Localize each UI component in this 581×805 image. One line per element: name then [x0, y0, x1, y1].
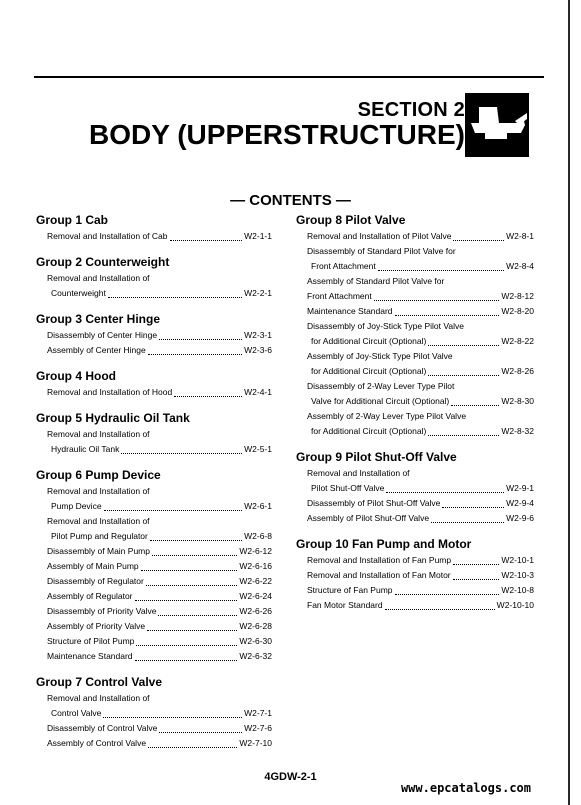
section-label: SECTION 2	[357, 99, 465, 121]
toc-entry-label: Fan Motor Standard	[307, 600, 383, 610]
toc-entry-label: Pilot Pump and Regulator	[51, 531, 148, 541]
toc-entry-label: Front Attachment	[311, 261, 376, 271]
toc-entry-page: W2-10-8	[501, 585, 534, 595]
toc-entry	[36, 514, 272, 529]
toc-entry-page: W2-4-1	[244, 387, 272, 397]
toc-entry	[296, 244, 534, 259]
toc-entry-label: Assembly of Control Valve	[47, 738, 147, 748]
dot-leader	[395, 594, 500, 595]
section-title: BODY (UPPERSTRUCTURE)	[89, 119, 465, 150]
toc-entry[interactable]	[296, 481, 534, 496]
toc-entry[interactable]	[296, 259, 534, 274]
toc-entry[interactable]	[36, 343, 272, 358]
toc-entry-label: Removal and Installation of Fan Motor	[307, 570, 451, 580]
toc-entry	[36, 691, 272, 706]
toc-entry	[36, 271, 272, 286]
dot-leader	[135, 660, 238, 661]
toc-entry-label: Removal and Installation of Fan Pump	[307, 555, 452, 565]
toc-group-title: Group 1 Cab	[36, 213, 109, 227]
toc-entry[interactable]	[296, 496, 534, 511]
toc-entry-label: Valve for Additional Circuit (Optional)	[311, 396, 450, 406]
toc-group-title: Group 4 Hood	[36, 369, 116, 383]
toc-entry-label: Assembly of Main Pump	[47, 561, 139, 571]
toc-entry-label: Maintenance Standard	[307, 306, 393, 316]
toc-entry-page: W2-8-22	[501, 336, 534, 346]
toc-group	[36, 410, 272, 457]
dot-leader	[385, 609, 495, 610]
dot-leader	[121, 453, 242, 454]
toc-entry-label: Hydraulic Oil Tank	[51, 444, 120, 454]
toc-entry[interactable]	[36, 649, 272, 664]
toc-entry-label: Removal and Installation of	[47, 693, 150, 703]
toc-entry-page: W2-5-1	[244, 444, 272, 454]
toc-entry-label: Disassembly of 2-Way Lever Type Pilot	[307, 381, 455, 391]
toc-entry-label: Disassembly of Main Pump	[47, 546, 150, 556]
toc-entry-page: W2-7-1	[244, 708, 272, 718]
toc-entry-label: Control Valve	[51, 708, 102, 718]
dot-leader	[136, 645, 237, 646]
toc-entry-label: Removal and Installation of	[47, 429, 150, 439]
toc-entry-page: W2-8-12	[501, 291, 534, 301]
toc-group-title: Group 5 Hydraulic Oil Tank	[36, 411, 190, 425]
toc-entry[interactable]	[296, 568, 534, 583]
toc-entry[interactable]	[36, 604, 272, 619]
dot-leader	[442, 507, 504, 508]
toc-entry-label: Pump Device	[51, 501, 102, 511]
toc-entry[interactable]	[296, 229, 534, 244]
toc-entry-label: for Additional Circuit (Optional)	[311, 366, 427, 376]
dot-leader	[395, 315, 500, 316]
dot-leader	[148, 354, 242, 355]
dot-leader	[158, 615, 237, 616]
dot-leader	[104, 510, 243, 511]
toc-group	[36, 254, 272, 301]
toc-entry-page: W2-6-16	[239, 561, 272, 571]
excavator-upperstructure-icon	[465, 93, 529, 157]
dot-leader	[170, 240, 243, 241]
toc-left-column	[36, 212, 272, 761]
toc-entry-label: Assembly of Center Hinge	[47, 345, 146, 355]
toc-entry-label: Removal and Installation of	[47, 486, 150, 496]
toc-entry	[296, 379, 534, 394]
dot-leader	[152, 555, 237, 556]
toc-group	[36, 467, 272, 664]
toc-entry-page: W2-8-20	[501, 306, 534, 316]
toc-entry-page: W2-1-1	[244, 231, 272, 241]
dot-leader	[103, 717, 242, 718]
dot-leader	[374, 300, 500, 301]
toc-entry[interactable]	[296, 598, 534, 613]
toc-group	[36, 212, 272, 244]
page-code: 4GDW-2-1	[264, 771, 317, 783]
toc-entry[interactable]	[36, 736, 272, 751]
toc-entry-page: W2-6-8	[244, 531, 272, 541]
page-edge-rule	[568, 0, 570, 805]
toc-entry-page: W2-6-12	[239, 546, 272, 556]
toc-group-title: Group 10 Fan Pump and Motor	[296, 537, 472, 551]
dot-leader	[453, 240, 504, 241]
toc-entry-page: W2-6-32	[239, 651, 272, 661]
dot-leader	[150, 540, 242, 541]
dot-leader	[174, 396, 242, 397]
toc-entry[interactable]	[296, 334, 534, 349]
dot-leader	[428, 435, 499, 436]
toc-group-title: Group 3 Center Hinge	[36, 312, 161, 326]
toc-entry-page: W2-6-30	[239, 636, 272, 646]
dot-leader	[147, 630, 237, 631]
watermark: www.epcatalogs.com	[400, 781, 531, 795]
toc-entry-label: Assembly of Regulator	[47, 591, 133, 601]
toc-entry-label: Structure of Pilot Pump	[47, 636, 135, 646]
toc-entry[interactable]	[36, 619, 272, 634]
toc-entry-page: W2-9-4	[506, 498, 534, 508]
toc-entry-page: W2-6-24	[239, 591, 272, 601]
toc-entry-label: Disassembly of Regulator	[47, 576, 144, 586]
dot-leader	[108, 297, 242, 298]
toc-entry-label: Disassembly of Pilot Shut-Off Valve	[307, 498, 441, 508]
toc-entry[interactable]	[296, 553, 534, 568]
toc-entry-label: Disassembly of Center Hinge	[47, 330, 158, 340]
toc-entry-label: Assembly of Joy-Stick Type Pilot Valve	[307, 351, 453, 361]
toc-entry-page: W2-7-10	[239, 738, 272, 748]
toc-entry-label: Assembly of Standard Pilot Valve for	[307, 276, 445, 286]
toc-entry-label: Disassembly of Joy-Stick Type Pilot Valve	[307, 321, 464, 331]
toc-entry-page: W2-8-4	[506, 261, 534, 271]
contents-heading: — CONTENTS —	[230, 192, 351, 209]
toc-entry[interactable]	[296, 511, 534, 526]
toc-entry-label: Structure of Fan Pump	[307, 585, 393, 595]
toc-group	[36, 311, 272, 358]
dot-leader	[386, 492, 504, 493]
toc-group-title: Group 8 Pilot Valve	[296, 213, 406, 227]
toc-entry[interactable]	[296, 424, 534, 439]
toc-entry[interactable]	[36, 574, 272, 589]
dot-leader	[159, 732, 242, 733]
toc-entry-label: for Additional Circuit (Optional)	[311, 426, 427, 436]
toc-entry-label: for Additional Circuit (Optional)	[311, 336, 427, 346]
toc-entry[interactable]	[36, 544, 272, 559]
toc-group-title: Group 2 Counterweight	[36, 255, 170, 269]
dot-leader	[453, 564, 499, 565]
toc-entry	[36, 427, 272, 442]
dot-leader	[451, 405, 499, 406]
toc-entry-label: Front Attachment	[307, 291, 372, 301]
toc-entry[interactable]	[36, 706, 272, 721]
toc-entry-page: W2-10-10	[496, 600, 534, 610]
toc-entry[interactable]	[36, 589, 272, 604]
toc-entry-label: Pilot Shut-Off Valve	[311, 483, 385, 493]
toc-entry-label: Removal and Installation of Hood	[47, 387, 173, 397]
toc-entry-page: W2-2-1	[244, 288, 272, 298]
toc-entry	[296, 319, 534, 334]
toc-entry-page: W2-6-28	[239, 621, 272, 631]
dot-leader	[378, 270, 504, 271]
toc-entry[interactable]	[296, 289, 534, 304]
toc-entry-page: W2-8-1	[506, 231, 534, 241]
toc-entry-page: W2-8-26	[501, 366, 534, 376]
toc-entry-label: Removal and Installation of	[47, 516, 150, 526]
toc-group-title: Group 9 Pilot Shut-Off Valve	[296, 450, 457, 464]
toc-entry-page: W2-9-1	[506, 483, 534, 493]
toc-entry-label: Removal and Installation of Pilot Valve	[307, 231, 452, 241]
dot-leader	[135, 600, 238, 601]
toc-entry[interactable]	[296, 583, 534, 598]
toc-entry-label: Assembly of 2-Way Lever Type Pilot Valve	[307, 411, 467, 421]
header-rule	[34, 76, 544, 78]
toc-entry[interactable]	[36, 286, 272, 301]
toc-group	[36, 368, 272, 400]
toc-entry[interactable]	[36, 499, 272, 514]
toc-entry[interactable]	[296, 304, 534, 319]
toc-entry-page: W2-10-1	[501, 555, 534, 565]
dot-leader	[159, 339, 242, 340]
toc-entry-label: Assembly of Pilot Shut-Off Valve	[307, 513, 430, 523]
toc-entry[interactable]	[36, 721, 272, 736]
dot-leader	[146, 585, 238, 586]
toc-entry	[296, 466, 534, 481]
toc-group	[296, 536, 534, 613]
toc-entry-label: Disassembly of Standard Pilot Valve for	[307, 246, 456, 256]
toc-entry[interactable]	[36, 385, 272, 400]
toc-entry-page: W2-8-30	[501, 396, 534, 406]
toc-entry-page: W2-10-3	[501, 570, 534, 580]
toc-entry-page: W2-6-1	[244, 501, 272, 511]
toc-entry[interactable]	[36, 442, 272, 457]
toc-entry[interactable]	[36, 529, 272, 544]
toc-entry[interactable]	[296, 364, 534, 379]
dot-leader	[453, 579, 500, 580]
toc-right-column	[296, 212, 534, 623]
toc-group	[296, 212, 534, 439]
dot-leader	[431, 522, 504, 523]
toc-entry-page: W2-3-1	[244, 330, 272, 340]
toc-group	[296, 449, 534, 526]
toc-entry-label: Removal and Installation of	[307, 468, 410, 478]
toc-entry-page: W2-7-6	[244, 723, 272, 733]
toc-entry-label: Removal and Installation of Cab	[47, 231, 168, 241]
toc-entry[interactable]	[36, 229, 272, 244]
toc-entry-page: W2-3-6	[244, 345, 272, 355]
toc-entry-page: W2-6-22	[239, 576, 272, 586]
toc-group-title: Group 6 Pump Device	[36, 468, 161, 482]
toc-entry	[36, 484, 272, 499]
dot-leader	[141, 570, 238, 571]
toc-entry[interactable]	[36, 559, 272, 574]
toc-entry-page: W2-6-26	[239, 606, 272, 616]
dot-leader	[428, 345, 499, 346]
toc-entry-label: Counterweight	[51, 288, 106, 298]
toc-entry[interactable]	[36, 328, 272, 343]
toc-entry[interactable]	[36, 634, 272, 649]
toc-entry	[296, 274, 534, 289]
dot-leader	[428, 375, 499, 376]
toc-entry	[296, 349, 534, 364]
toc-group-title: Group 7 Control Valve	[36, 675, 163, 689]
toc-entry-label: Assembly of Priority Valve	[47, 621, 146, 631]
toc-entry[interactable]	[296, 394, 534, 409]
toc-entry	[296, 409, 534, 424]
toc-group	[36, 674, 272, 751]
toc-entry-label: Maintenance Standard	[47, 651, 133, 661]
toc-entry-label: Removal and Installation of	[47, 273, 150, 283]
toc-entry-label: Disassembly of Priority Valve	[47, 606, 157, 616]
dot-leader	[148, 747, 237, 748]
toc-entry-page: W2-8-32	[501, 426, 534, 436]
toc-entry-label: Disassembly of Control Valve	[47, 723, 158, 733]
toc-entry-page: W2-9-6	[506, 513, 534, 523]
